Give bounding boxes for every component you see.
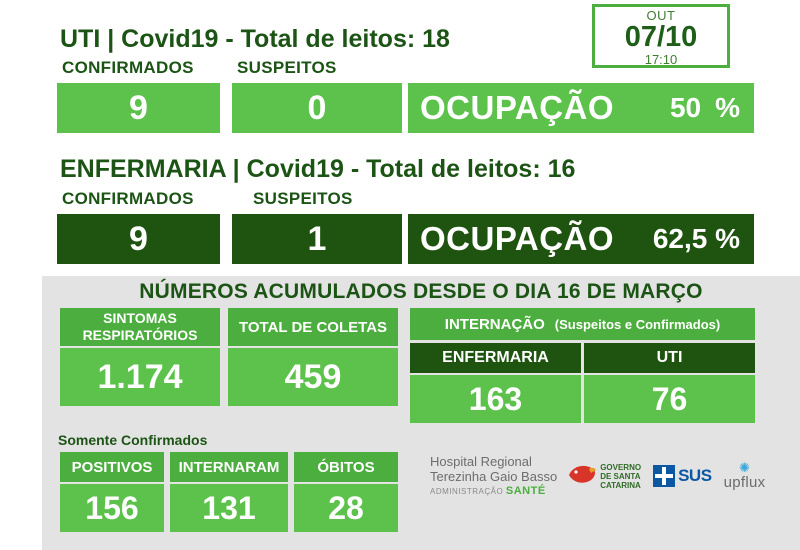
internacao-col-uti — [584, 343, 755, 423]
card-total-coletas-value: 459 — [228, 348, 398, 406]
card-sintomas-respiratorios-value: 1.174 — [60, 348, 220, 406]
internacao-header — [410, 308, 755, 340]
date-day: 07/10 — [624, 21, 698, 53]
internacao-enfermaria-value: 163 — [410, 375, 581, 423]
date-time: 17:10 — [644, 52, 678, 67]
date-box — [592, 4, 730, 68]
internacao-uti-label: UTI — [584, 343, 755, 373]
uti-ocupacao — [408, 83, 754, 133]
uti-ocupacao-label: OCUPAÇÃO — [420, 89, 615, 126]
hospital-admin-label: ADMINISTRAÇÃO — [430, 486, 504, 496]
enfermaria-suspeitos-value: 1 — [232, 214, 402, 264]
gov-line1: GOVERNO — [600, 462, 642, 472]
uti-confirmados-label: CONFIRMADOS — [62, 58, 194, 77]
internacao-block — [410, 308, 755, 423]
cross-icon — [653, 465, 675, 487]
enfermaria-section-title: ENFERMARIA | Covid19 - Total de leitos: 16 — [60, 155, 576, 183]
hospital-admin — [430, 484, 557, 499]
gov-line2: DE SANTA — [600, 471, 641, 481]
upflux-mark-icon: ✺ — [739, 459, 750, 475]
uti-suspeitos-value: 0 — [232, 83, 402, 133]
card-internaram — [170, 452, 288, 532]
sus-logo — [653, 465, 711, 487]
internacao-subtitle: (Suspeitos e Confirmados) — [554, 316, 721, 332]
uti-ocupacao-unit: % — [715, 92, 740, 123]
footer-logos — [430, 448, 780, 504]
sante-label: SANTÉ — [505, 484, 546, 497]
card-sintomas-respiratorios-label: SINTOMAS RESPIRATÓRIOS — [60, 308, 220, 346]
somente-confirmados-label: Somente Confirmados — [58, 432, 208, 448]
card-obitos-label: ÓBITOS — [294, 452, 398, 482]
internacao-enfermaria-label: ENFERMARIA — [410, 343, 581, 373]
gov-line3: CATARINA — [600, 480, 641, 490]
acumulados-title: NÚMEROS ACUMULADOS DESDE O DIA 16 DE MARÇO — [139, 280, 703, 303]
enfermaria-ocupacao — [408, 214, 754, 264]
enfermaria-ocupacao-label: OCUPAÇÃO — [420, 220, 615, 257]
enfermaria-confirmados-label: CONFIRMADOS — [62, 189, 194, 208]
card-positivos-label: POSITIVOS — [60, 452, 164, 482]
uti-confirmados-value: 9 — [57, 83, 220, 133]
internacao-col-enfermaria — [410, 343, 581, 423]
card-total-coletas-label: TOTAL DE COLETAS — [228, 308, 398, 346]
card-positivos — [60, 452, 164, 532]
sus-text: SUS — [678, 466, 712, 485]
date-month: OUT — [646, 8, 676, 23]
governo-sc-text — [600, 463, 641, 490]
uti-suspeitos-label: SUSPEITOS — [237, 58, 337, 77]
card-internaram-value: 131 — [170, 484, 288, 532]
governo-sc-logo — [567, 461, 641, 492]
card-sintomas-respiratorios — [60, 308, 220, 406]
card-obitos-value: 28 — [294, 484, 398, 532]
internacao-uti-value: 76 — [584, 375, 755, 423]
upflux-text: upflux — [723, 473, 766, 491]
hospital-logo — [430, 454, 557, 499]
hospital-line1: Hospital Regional — [430, 453, 532, 469]
enfermaria-ocupacao-value: 62,5 % — [652, 223, 740, 254]
card-positivos-value: 156 — [60, 484, 164, 532]
enfermaria-suspeitos-label: SUSPEITOS — [253, 189, 353, 208]
internacao-title: INTERNAÇÃO — [444, 315, 545, 333]
card-internaram-label: INTERNARAM — [170, 452, 288, 482]
uti-ocupacao-value: 50 — [669, 92, 702, 123]
card-total-coletas — [228, 308, 398, 406]
hospital-line2: Terezinha Gaio Basso — [430, 468, 558, 484]
uti-section-title: UTI | Covid19 - Total de leitos: 18 — [60, 25, 450, 53]
card-obitos — [294, 452, 398, 532]
upflux-logo — [723, 459, 766, 491]
garoupa-icon — [567, 461, 597, 492]
enfermaria-confirmados-value: 9 — [57, 214, 220, 264]
